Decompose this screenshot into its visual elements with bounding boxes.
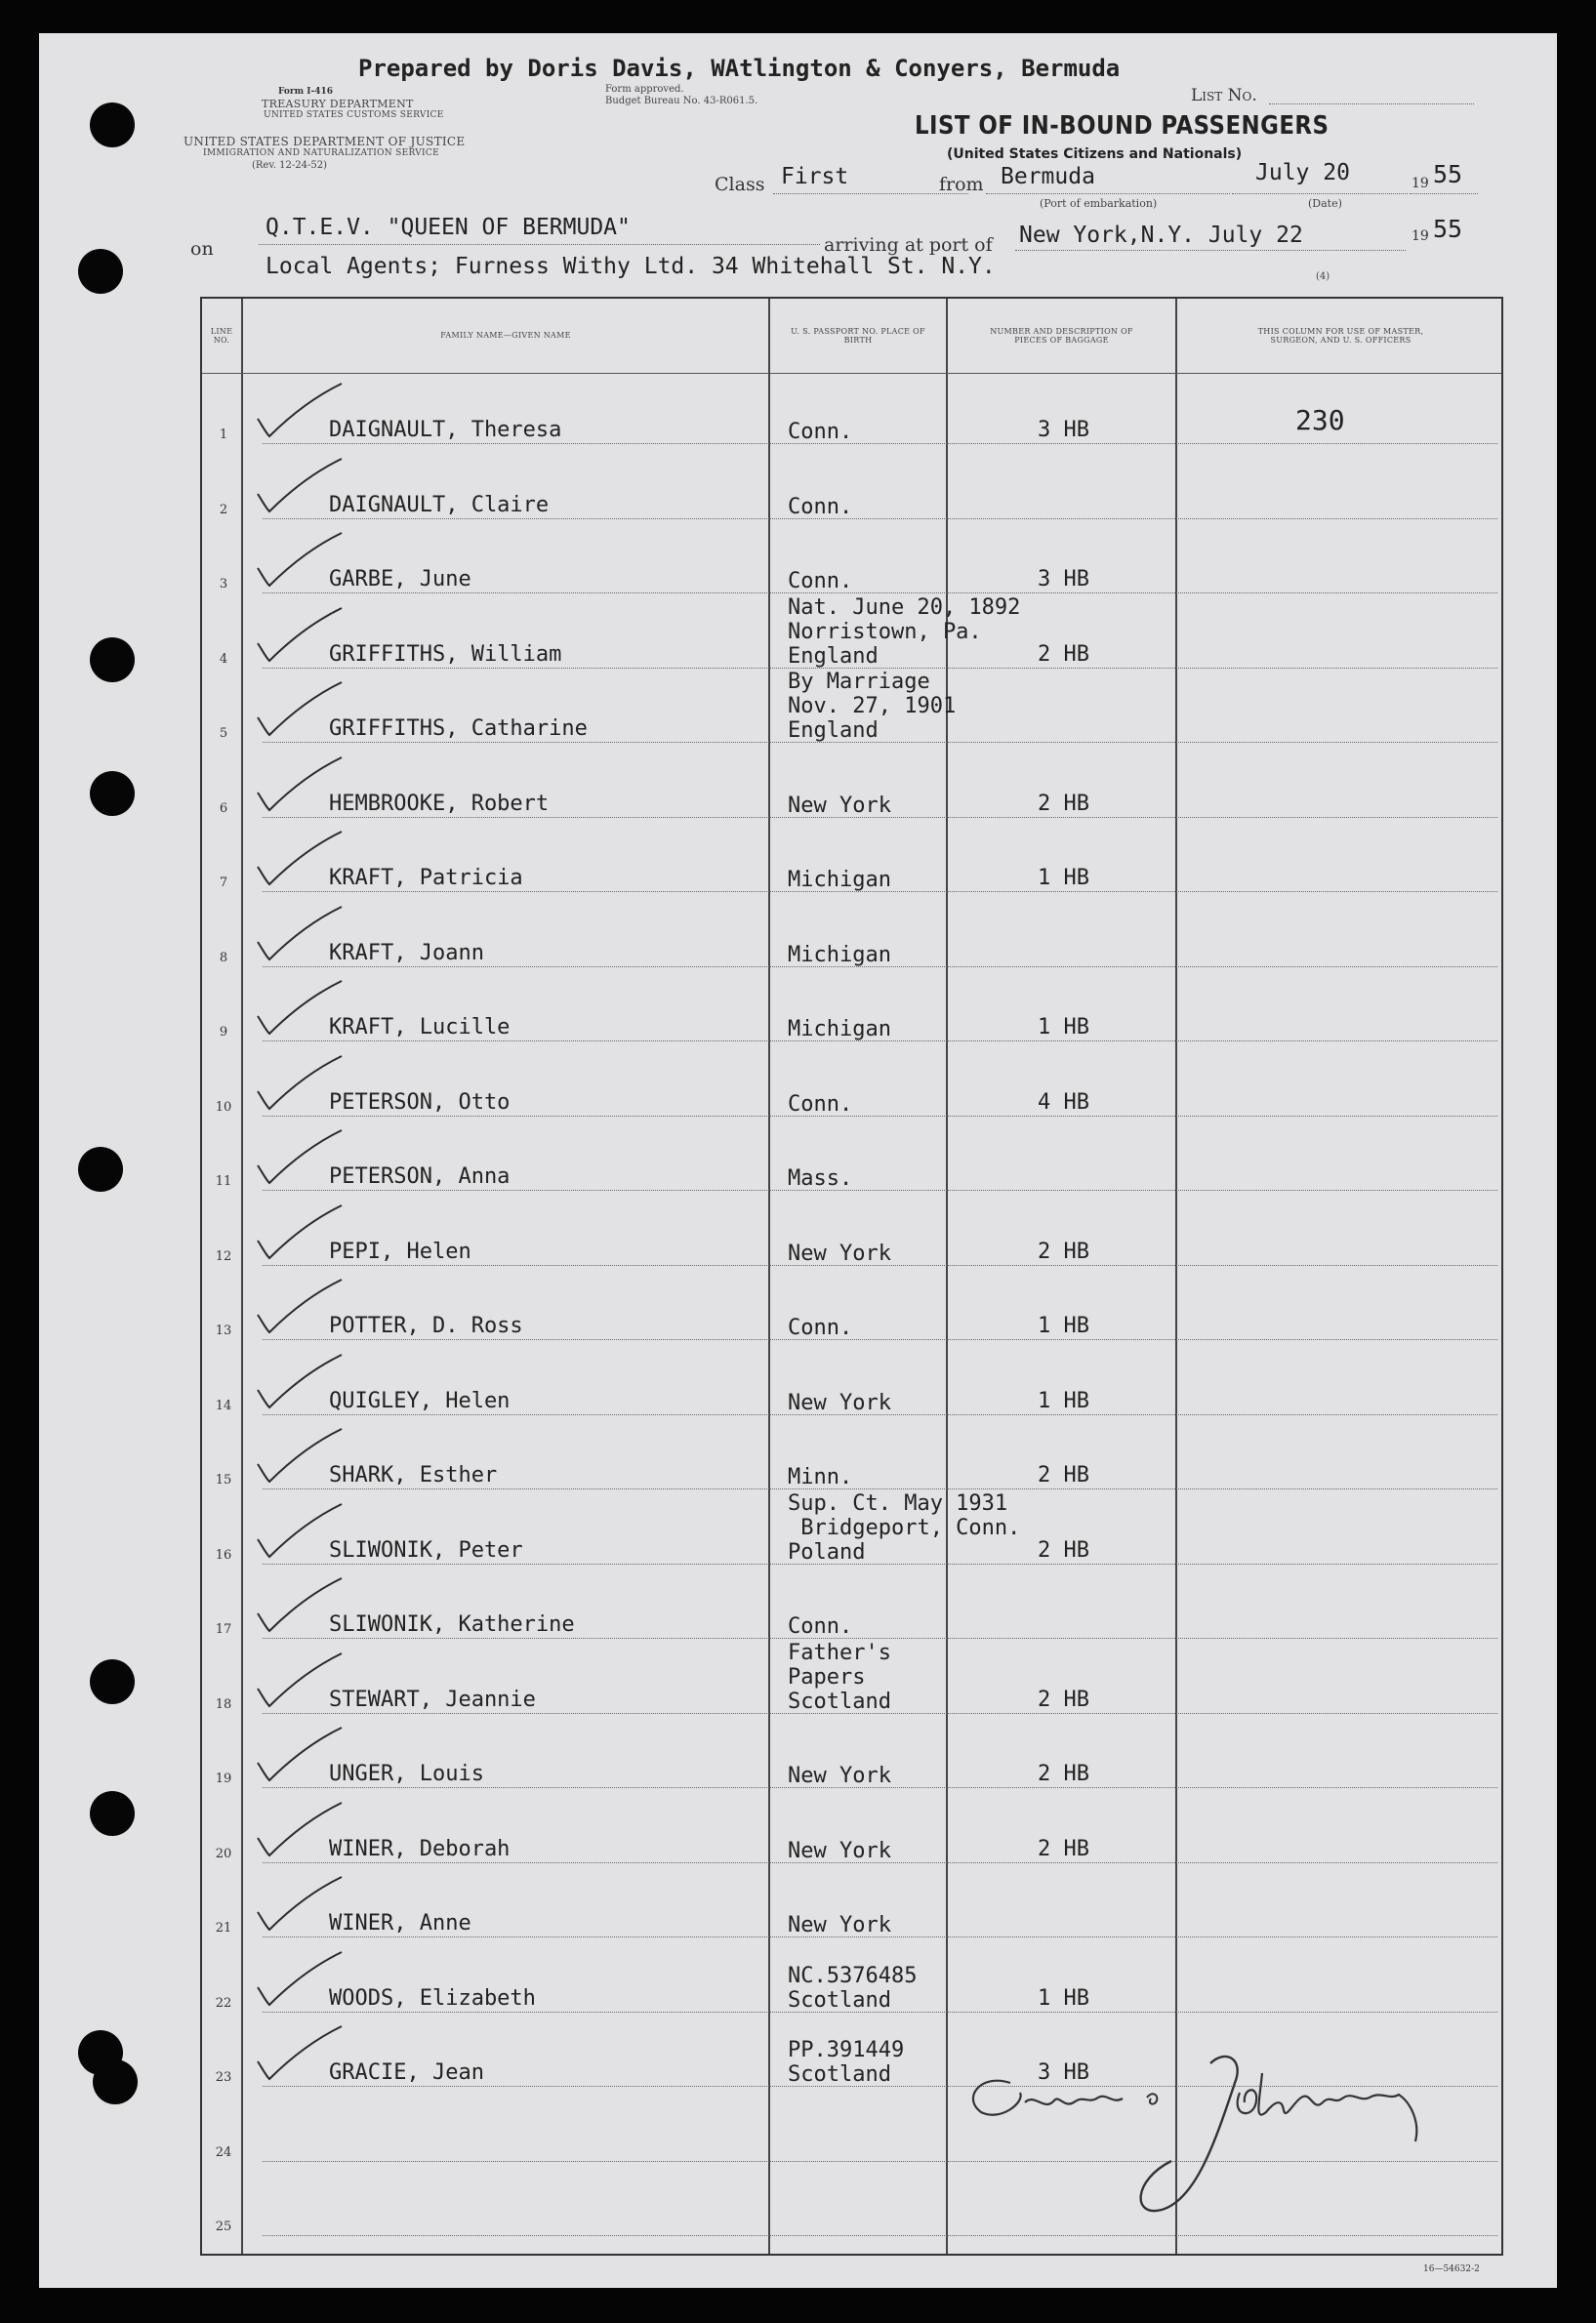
line-number: 21: [215, 1921, 232, 1936]
passenger-name: HEMBROOKE, Robert: [329, 791, 550, 816]
class-value: First: [781, 164, 849, 189]
col-header-name: FAMILY NAME—GIVEN NAME: [440, 331, 571, 340]
table-row: [202, 1868, 1501, 1943]
baggage-count: 3 HB: [1038, 2060, 1089, 2085]
passenger-name: SHARK, Esther: [329, 1463, 498, 1488]
budget-bureau: Budget Bureau No. 43-R061.5.: [605, 96, 758, 106]
year-value: 55: [1433, 160, 1463, 188]
port-caption: (Port of embarkation): [1040, 197, 1158, 210]
table-row: [202, 1490, 1501, 1570]
line-number: 3: [219, 577, 228, 591]
punch-hole: [78, 1147, 123, 1192]
arrival-year-prefix: 19: [1412, 228, 1429, 244]
form-approved: Form approved.: [605, 84, 684, 95]
passport-birthplace: New York: [788, 1913, 891, 1937]
line-number: 19: [215, 1772, 232, 1786]
col-header-line-no: LINE NO.: [210, 326, 233, 345]
line-number: 11: [215, 1174, 232, 1189]
baggage-count: 1 HB: [1038, 1015, 1089, 1039]
punch-hole: [90, 637, 135, 682]
passport-birthplace: By Marriage Nov. 27, 1901 England: [788, 670, 957, 743]
punch-hole: [90, 1659, 135, 1704]
table-row: [202, 670, 1501, 749]
table-row: [202, 524, 1501, 599]
line-number: 4: [219, 651, 228, 667]
table-row: [202, 1794, 1501, 1869]
punch-hole: [90, 771, 135, 816]
passenger-name: QUIGLEY, Helen: [329, 1388, 511, 1413]
passport-birthplace: Nat. June 20, 1892 Norristown, Pa. England: [788, 594, 1021, 669]
passenger-name: GRACIE, Jean: [329, 2060, 484, 2085]
table-row: [202, 1047, 1501, 1122]
table-row: [202, 1271, 1501, 1346]
line-number: 1: [219, 428, 228, 442]
passport-birthplace: NC.5376485 Scotland: [788, 1963, 918, 2013]
punch-hole: [90, 1791, 135, 1836]
line-number: 17: [215, 1622, 232, 1637]
baggage-count: 2 HB: [1038, 1762, 1089, 1786]
class-label: Class: [715, 174, 765, 195]
doj-label: UNITED STATES DEPARTMENT OF JUSTICE: [184, 135, 466, 148]
vessel-blank: [259, 244, 820, 245]
passenger-name: POTTER, D. Ross: [329, 1314, 523, 1338]
row-rule: [263, 1339, 1497, 1340]
passport-birthplace: Conn.: [788, 569, 853, 593]
passport-birthplace: Sup. Ct. May 1931 Bridgeport, Conn. Poland: [788, 1490, 1021, 1565]
form-number: Form I-416: [278, 87, 334, 97]
arrival-blank: [1015, 250, 1406, 251]
customs-label: UNITED STATES CUSTOMS SERVICE: [264, 110, 444, 120]
passport-birthplace: Minn.: [788, 1465, 853, 1489]
arriving-label: arriving at port of: [824, 234, 993, 256]
baggage-count: 2 HB: [1038, 1239, 1089, 1264]
passenger-name: PETERSON, Anna: [329, 1164, 511, 1189]
line-number: 22: [215, 1995, 232, 2011]
line-number: 10: [215, 1099, 232, 1115]
passport-birthplace: New York: [788, 1764, 891, 1788]
rev-label: (Rev. 12-24-52): [252, 160, 328, 171]
table-row: [202, 594, 1501, 674]
baggage-count: 1 HB: [1038, 866, 1089, 890]
line-number: 20: [215, 1846, 232, 1861]
table-row: [202, 1569, 1501, 1645]
local-agents: Local Agents; Furness Withy Ltd. 34 Whitehall St. N.Y.: [266, 254, 996, 279]
baggage-count: 2 HB: [1038, 791, 1089, 816]
row-rule: [263, 592, 1497, 593]
baggage-count: 4 HB: [1038, 1089, 1089, 1115]
table-row: [202, 1719, 1501, 1794]
footnote-mark: (4): [1316, 271, 1330, 282]
row-rule: [263, 1190, 1497, 1191]
prepared-by-line: Prepared by Doris Davis, WAtlington & Conyers, Bermuda: [358, 55, 1121, 82]
list-no-blank: [1269, 103, 1474, 104]
table-row: [202, 1640, 1501, 1720]
passport-birthplace: Conn.: [788, 494, 853, 519]
on-label: on: [190, 238, 214, 260]
officer-note: 230: [1295, 404, 1345, 436]
baggage-count: 3 HB: [1038, 567, 1089, 591]
table-row: [202, 1420, 1501, 1495]
table-row: [202, 749, 1501, 824]
passenger-name: UNGER, Louis: [329, 1762, 484, 1786]
passport-birthplace: Michigan: [788, 868, 891, 892]
baggage-count: 2 HB: [1038, 641, 1089, 667]
header-rule: [202, 373, 1501, 374]
row-rule: [263, 518, 1497, 519]
form-subtitle: (United States Citizens and Nationals): [947, 146, 1243, 162]
officer-signature: [952, 2029, 1528, 2239]
row-rule: [263, 1488, 1497, 1489]
manifest-sheet: [39, 33, 1557, 2288]
passenger-name: DAIGNAULT, Theresa: [329, 418, 562, 442]
form-title: LIST OF IN-BOUND PASSENGERS: [915, 111, 1330, 141]
table-row: [202, 1346, 1501, 1421]
passenger-name: WINER, Anne: [329, 1911, 471, 1936]
line-number: 8: [219, 950, 228, 965]
year-prefix: 19: [1412, 176, 1429, 191]
line-number: 9: [219, 1025, 228, 1039]
line-number: 14: [215, 1398, 232, 1413]
table-row: [202, 1121, 1501, 1197]
punch-hole: [90, 102, 135, 147]
form-code: 16—54632-2: [1423, 2264, 1480, 2274]
arrival-year: 55: [1433, 215, 1463, 243]
punch-hole: [93, 2059, 138, 2104]
col-header-passport: U. S. PASSPORT NO. PLACE OF BIRTH: [791, 326, 925, 345]
passport-birthplace: Conn.: [788, 1091, 853, 1117]
passenger-name: DAIGNAULT, Claire: [329, 492, 550, 517]
treasury-label: TREASURY DEPARTMENT: [262, 98, 414, 110]
line-number: 25: [215, 2220, 232, 2234]
baggage-count: 3 HB: [1038, 418, 1089, 442]
baggage-count: 2 HB: [1038, 1836, 1089, 1861]
passport-birthplace: Michigan: [788, 942, 891, 967]
date-caption: (Date): [1308, 197, 1342, 210]
baggage-count: 2 HB: [1038, 1463, 1089, 1488]
passport-birthplace: Conn.: [788, 1614, 853, 1639]
from-label: from: [939, 174, 984, 195]
line-number: 2: [219, 502, 228, 517]
list-no-label: List No.: [1191, 86, 1257, 105]
line-number: 18: [215, 1696, 232, 1712]
line-number: 5: [219, 726, 228, 741]
passenger-name: STEWART, Jeannie: [329, 1687, 536, 1712]
table-row: [202, 972, 1501, 1047]
baggage-count: 2 HB: [1038, 1687, 1089, 1712]
line-number: 12: [215, 1248, 232, 1264]
year-blank: [1410, 193, 1478, 194]
passenger-name: KRAFT, Joann: [329, 940, 484, 965]
passport-birthplace: Mass.: [788, 1166, 853, 1191]
from-blank: [986, 193, 1230, 194]
table-row: [202, 898, 1501, 973]
passenger-name: KRAFT, Patricia: [329, 866, 523, 890]
passenger-name: WINER, Deborah: [329, 1836, 511, 1861]
passenger-name: SLIWONIK, Peter: [329, 1537, 523, 1563]
table-row: [202, 1943, 1501, 2018]
punch-hole: [78, 249, 123, 294]
signature-text: Carla P. Johnson: [952, 2029, 1081, 2048]
line-number: 6: [219, 800, 228, 816]
passenger-name: SLIWONIK, Katherine: [329, 1612, 575, 1637]
passport-birthplace: New York: [788, 793, 891, 818]
line-number: 15: [215, 1473, 232, 1488]
baggage-count: 1 HB: [1038, 1985, 1089, 2011]
passport-birthplace: New York: [788, 1390, 891, 1415]
row-rule: [263, 1638, 1497, 1639]
passenger-name: PEPI, Helen: [329, 1239, 471, 1264]
table-row: [202, 450, 1501, 525]
row-rule: [263, 443, 1497, 444]
date-value: July 20: [1255, 160, 1350, 185]
passport-birthplace: Conn.: [788, 1316, 853, 1340]
line-number: 16: [215, 1547, 232, 1563]
line-number: 23: [215, 2070, 232, 2085]
from-value: Bermuda: [1001, 164, 1095, 189]
line-number: 13: [215, 1324, 232, 1338]
vessel-name: Q.T.E.V. "QUEEN OF BERMUDA": [266, 215, 631, 240]
table-row: [202, 823, 1501, 898]
passenger-table: [200, 297, 1503, 2256]
passport-birthplace: Father's Papers Scotland: [788, 1640, 891, 1714]
passport-birthplace: New York: [788, 1241, 891, 1266]
passport-birthplace: PP.391449 Scotland: [788, 2038, 905, 2087]
table-row: [202, 1197, 1501, 1272]
row-rule: [263, 1116, 1497, 1117]
col-header-baggage: NUMBER AND DESCRIPTION OF PIECES OF BAGGAGE: [990, 326, 1133, 345]
passenger-name: GRIFFITHS, Catharine: [329, 716, 588, 741]
baggage-count: 1 HB: [1038, 1388, 1089, 1413]
arrival-port: New York,N.Y. July 22: [1019, 223, 1303, 248]
passenger-name: GARBE, June: [329, 567, 471, 591]
passport-birthplace: Conn.: [788, 420, 853, 444]
date-blank: [1232, 193, 1408, 194]
line-number: 7: [219, 876, 228, 890]
col-header-officers: THIS COLUMN FOR USE OF MASTER, SURGEON, AND U. S. OFFICERS: [1257, 326, 1424, 345]
baggage-count: 2 HB: [1038, 1537, 1089, 1563]
passenger-name: KRAFT, Lucille: [329, 1015, 511, 1039]
passport-birthplace: New York: [788, 1838, 891, 1863]
line-number: 24: [215, 2144, 232, 2160]
passenger-name: PETERSON, Otto: [329, 1089, 511, 1115]
table-row: [202, 375, 1501, 450]
passenger-name: WOODS, Elizabeth: [329, 1985, 536, 2011]
baggage-count: 1 HB: [1038, 1314, 1089, 1338]
passenger-name: GRIFFITHS, William: [329, 641, 562, 667]
passport-birthplace: Michigan: [788, 1017, 891, 1041]
ins-label: IMMIGRATION AND NATURALIZATION SERVICE: [203, 148, 439, 158]
